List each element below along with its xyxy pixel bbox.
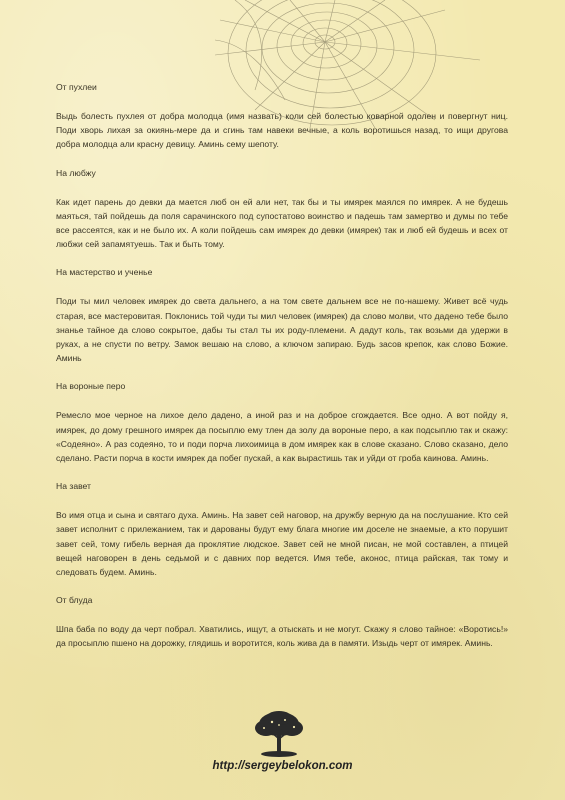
section [56,380,508,465]
section [56,167,508,252]
section-heading: На вороные перо [56,381,126,392]
section-heading: От пухлеи [56,82,97,92]
section-heading: На завет [56,481,91,492]
section-text: Выдь болесть пухлея от добра молодца (имя назвать) коли сей болестью коварной одолен и повергнут ниц. Поди хворь лихая за окиянь-мере да и сгинь там навеки вечные, а коль воротишься назад, то ищи другова добра молодца али красну девицу. Аминь сему шепоту. [56,111,508,150]
section [56,81,508,152]
section [56,594,508,650]
section-heading: От блуда [56,595,93,606]
document-body [56,81,508,666]
section-text: Во имя отца и сына и святаго духа. Аминь. На завет сей наговор, на дружбу верную да на послушание. Кто сей завет исполнит с прилежанием, так и дарованы будут ему блага многие им доселе не знаемые, а кто порушит завет сей, тому гибель верная да проклятие людское. Завет сей не мной писан, не мой составлен, а птицей вещей наговорен в день седьмой и с давних пор ведется. Имя тебе, аконос, птица райская, так тому и следовать будем. Аминь. [56,510,508,578]
section-text: Поди ты мил человек имярек до света дальнего, а на том свете дальнем все не по-нашему. Живет всё чудь старая, все мастеровитая. Поклонись той чуди ты мил человек (имярек) да слово молви, что дадено тебе было знанье тайное да слово сокрытое, дабы ты стал ты их роду-племени. А дадут коль, так возьми да удержи в руках, а не спусти по ветру. Замок вешаю на слово, а ключом запираю. Будь засов крепок, как слово Божие. Аминь [56,296,508,364]
section-heading: На мастерство и ученье [56,267,153,278]
section [56,480,508,579]
section [56,266,508,365]
tree-icon [252,710,306,758]
section-text: Ремесло мое черное на лихое дело дадено, а иной раз и на доброе сгождается. Все одно. А вот пойду я, имярек, до дому грешного имярек да посыплю ему тлен да золу да вороные перо, а как подсыплю так и скажу: «Содеяно». А раз содеяно, то и поди порча лихоимица в дом имярек как в слове сказано. Слово сказано, дело сделано. Расти порча в кости имярек да побег пускай, а как вырастишь так и уйди от гроба каинова. Аминь. [56,410,508,464]
section-text: Как идет парень до девки да мается люб он ей али нет, так бы и ты имярек маялся по имярек. А не будешь маяться, тай пойдешь да поля сарачинского под супостатово воинство и падешь там замертво и думы по тебе все рассеятся, как и не было их. А коли пойдешь сам имярек до девки (имярек) так и люб ей будешь и всех от любжи сей запамятуешь. Так и быть тому. [56,196,508,250]
section-heading: На любжу [56,167,96,178]
section-text: Шпа баба по воду да черт побрал. Хватились, ищут, а отыскать и не могут. Скажу я слово тайное: «Воротись!» да просыплю пшено на дорожку, глядишь и воротится, коль жива да в памяти. Изыдь черт от имярек. Аминь. [56,624,508,649]
website-link[interactable]: http://sergeybelokon.com [212,760,353,772]
